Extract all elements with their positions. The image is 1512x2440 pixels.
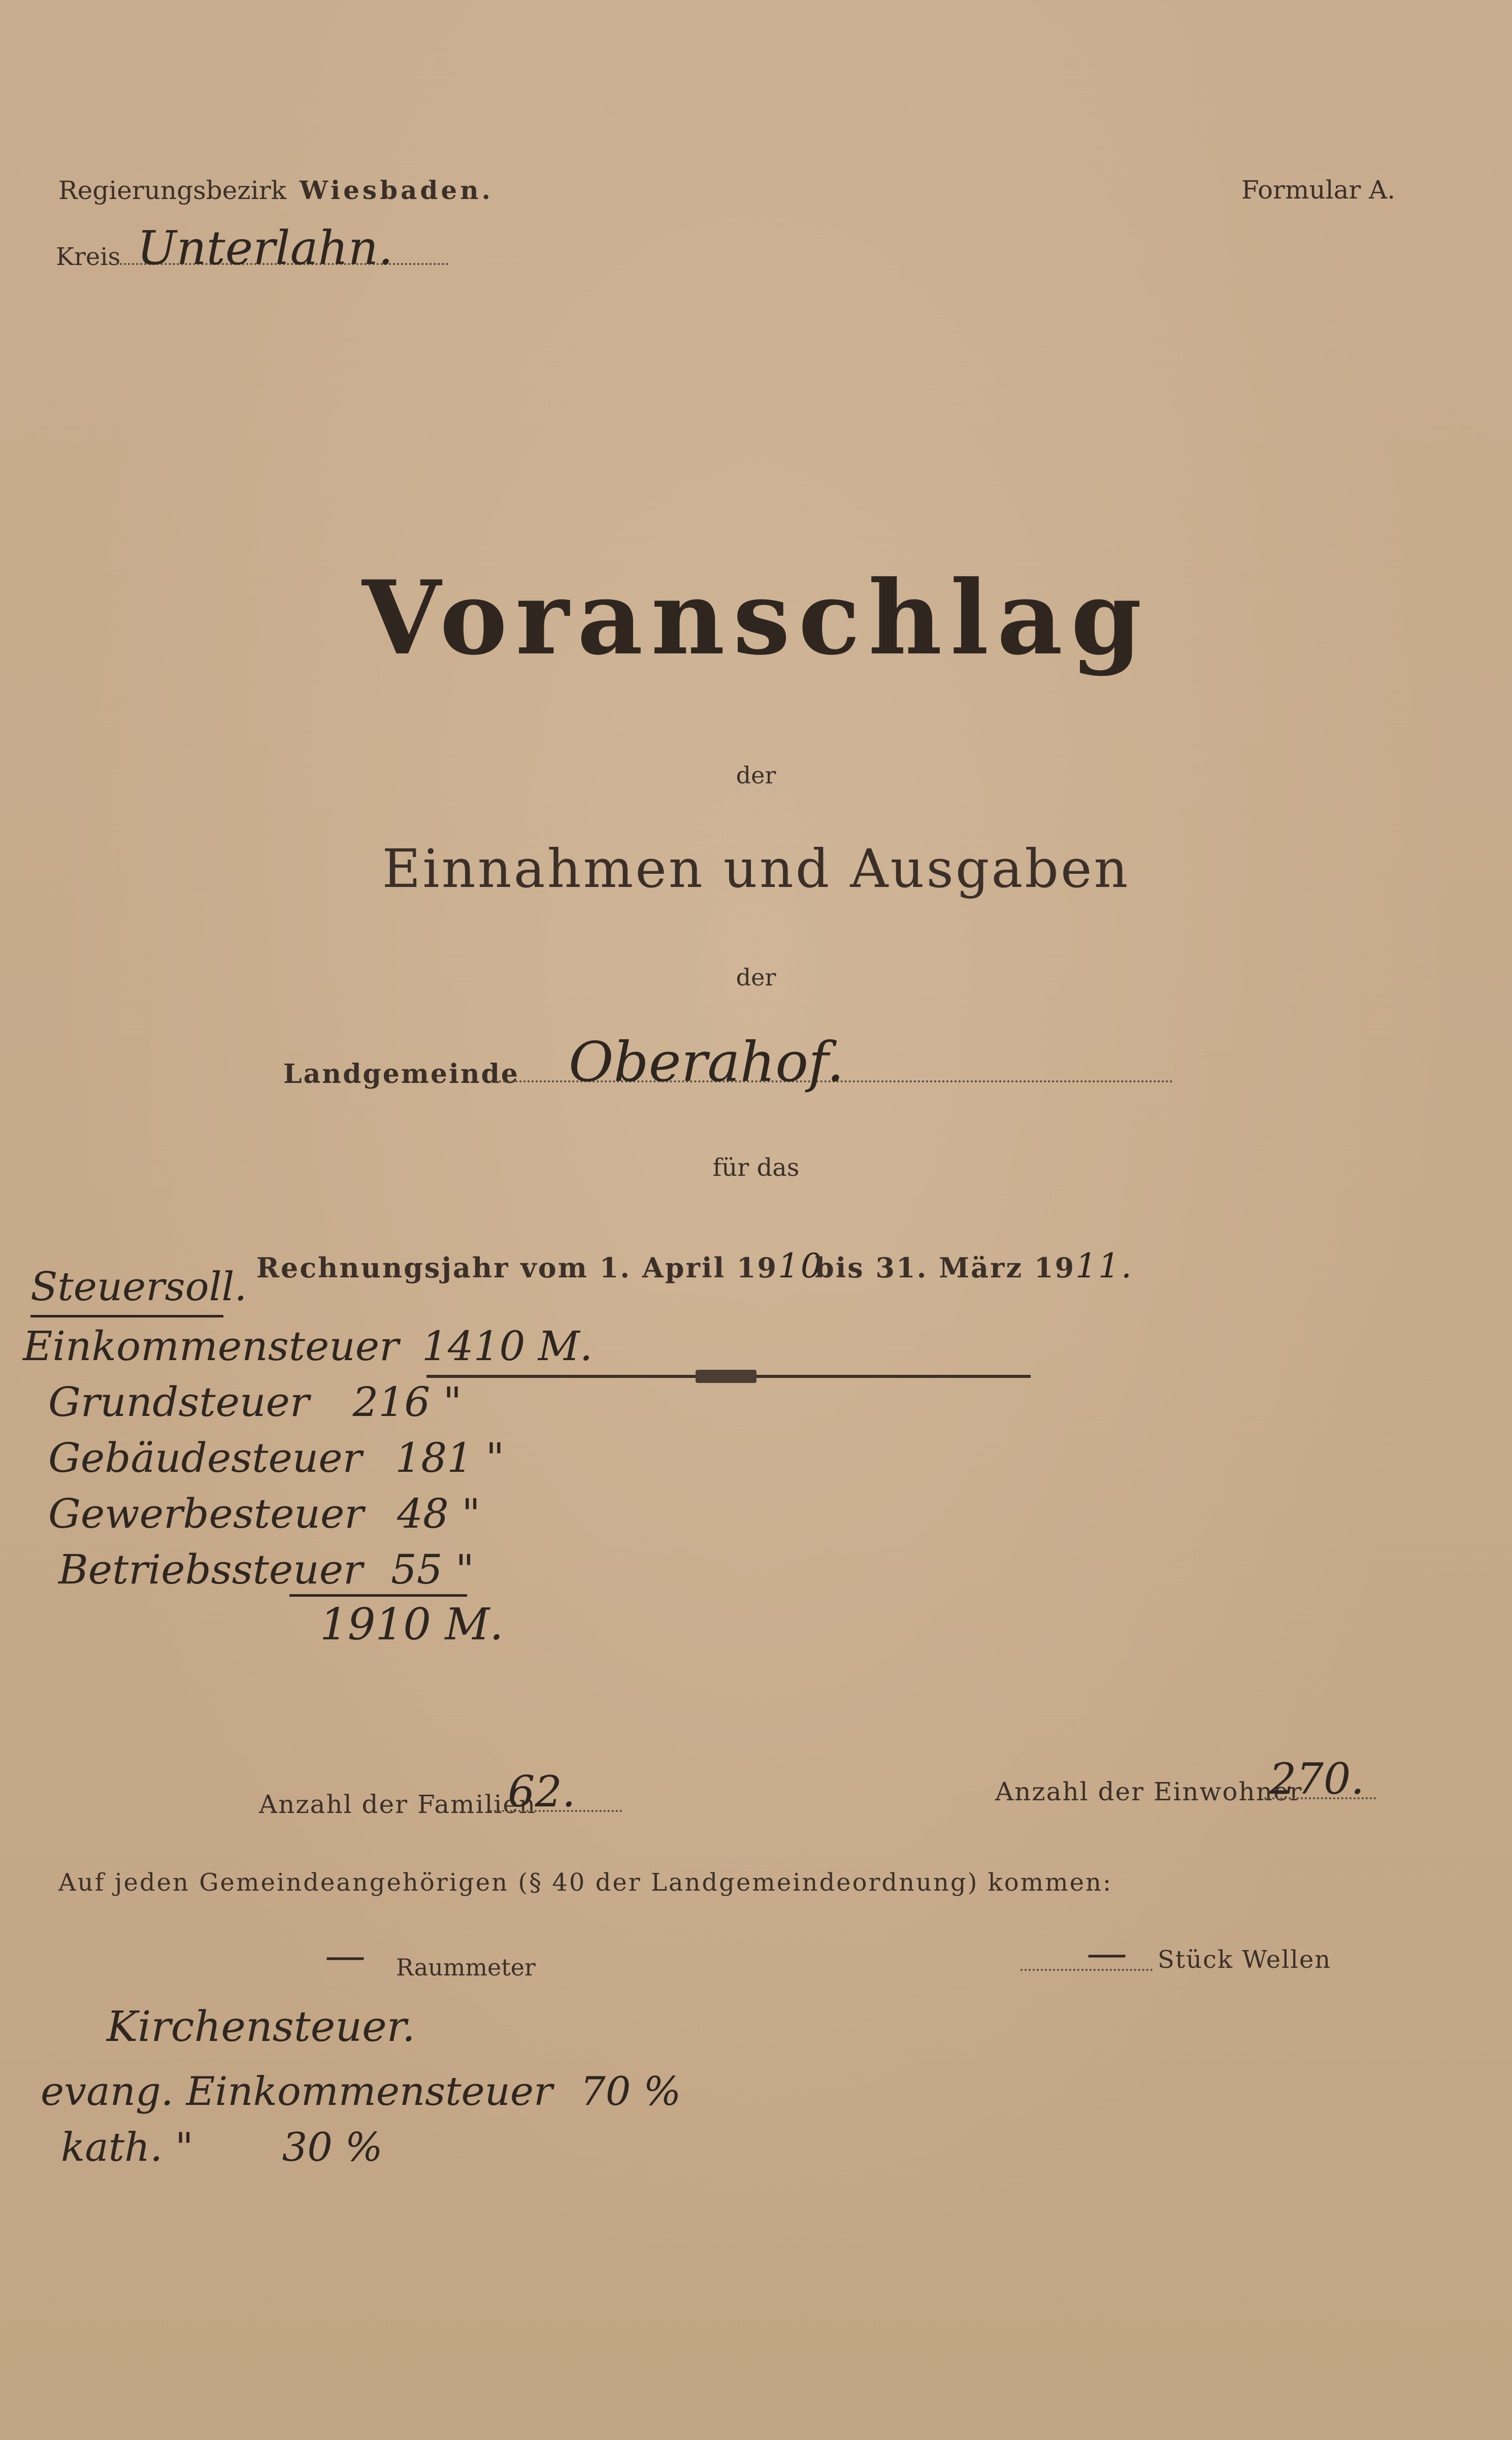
einwohner-label: Anzahl der Einwohner: [995, 1777, 1303, 1806]
rechnungsjahr-line: [256, 1246, 824, 1285]
steuer-label: Grundsteuer: [48, 1378, 310, 1426]
steuer-row: [48, 1490, 480, 1537]
wellen-label: Stück Wellen: [1158, 1946, 1332, 1974]
steuer-value: 55 ": [390, 1546, 474, 1593]
raummeter-label: Raummeter: [396, 1954, 536, 1981]
divider-left: [426, 1375, 696, 1378]
kirchensteuer-label: kath. ": [61, 2125, 193, 2170]
steuer-value: 1410 M.: [421, 1323, 593, 1370]
familien-label: Anzahl der Familien: [259, 1790, 537, 1819]
divider-right: [757, 1375, 1031, 1378]
der-label-1: der: [736, 762, 776, 789]
steuer-row: [48, 1434, 504, 1481]
wellen-value: —: [1087, 1929, 1127, 1976]
steuersoll-total: 1910 M.: [320, 1599, 504, 1650]
document-title: Voranschlag: [362, 558, 1150, 678]
steuer-label: Gebäudesteuer: [48, 1434, 362, 1481]
subtitle: Einnahmen und Ausgaben: [382, 838, 1130, 900]
kirchensteuer-row: [41, 2069, 681, 2115]
raummeter-value: —: [325, 1932, 366, 1979]
regierungsbezirk-line: [58, 175, 494, 205]
einwohner-value: 270.: [1269, 1754, 1365, 1804]
steuersoll-underline: [30, 1315, 223, 1317]
rechnungsjahr-from: 10: [777, 1246, 824, 1285]
steuer-value: 181 ": [395, 1434, 505, 1481]
bis-line: [815, 1246, 1133, 1285]
steuersoll-sum-line: [289, 1594, 467, 1597]
steuer-label: Gewerbesteuer: [48, 1490, 364, 1537]
kirchensteuer-value: 70 %: [580, 2069, 681, 2115]
kirchensteuer-value: 30 %: [282, 2125, 383, 2170]
steuer-value: 48 ": [397, 1490, 480, 1537]
rechnungsjahr-label: Rechnungsjahr vom 1. April 19: [256, 1251, 778, 1284]
kreis-value: Unterlahn.: [137, 221, 393, 275]
steuer-row: [58, 1546, 474, 1593]
regierungsbezirk-value: Wiesbaden.: [299, 175, 494, 205]
regierungsbezirk-label: Regierungsbezirk: [58, 176, 286, 205]
divider-ornament: [696, 1370, 757, 1383]
kirchensteuer-heading: Kirchensteuer.: [107, 2003, 415, 2051]
bis-label: bis 31. März 19: [815, 1251, 1076, 1284]
rechnungsjahr-to: 11.: [1075, 1246, 1134, 1285]
steuer-row: [23, 1323, 593, 1370]
steuer-label: Einkommensteuer: [23, 1323, 399, 1370]
kreis-label: Kreis: [56, 243, 121, 271]
kirchensteuer-label: evang. Einkommensteuer: [41, 2069, 553, 2115]
formular-label: Formular A.: [1241, 175, 1396, 205]
landgemeinde-value: Oberahof.: [569, 1031, 844, 1094]
kirchensteuer-row: [61, 2125, 383, 2170]
der-label-2: der: [736, 964, 776, 991]
steuer-value: 216 ": [352, 1378, 462, 1426]
steuersoll-heading: Steuersoll.: [30, 1264, 247, 1310]
gemeinde-line: Auf jeden Gemeindeangehörigen (§ 40 der Landgemeindeordnung) kommen:: [58, 1868, 1113, 1897]
steuer-label: Betriebssteuer: [58, 1546, 363, 1593]
landgemeinde-label: Landgemeinde: [283, 1059, 519, 1090]
steuer-row: [48, 1378, 462, 1426]
familien-value: 62.: [508, 1767, 576, 1817]
fuer-das-label: für das: [712, 1153, 800, 1182]
